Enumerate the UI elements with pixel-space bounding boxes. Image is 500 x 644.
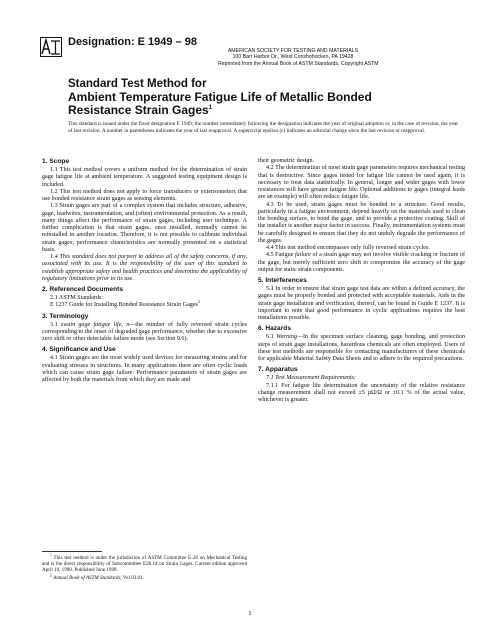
publisher-line: Reprinted from the Annual Book of ASTM Standards, Copyright ASTM [218,60,379,67]
issuance-note: This standard is issued under the fixed designation E 1949; the number immediately following the designation indicates the year of original adoption or, in the case of revision, the year of last revision. A number in parentheses indicates the year of last reapproval. A superscript epsilon (ε) indicates an editorial change since the last revision or reapproval. [68,121,458,134]
publisher-line: 100 Barr Harbor Dr., West Conshohocken, PA 19428 [232,54,354,61]
paragraph: 6.1 Warning—In the specimen surface cleaning, gage bonding, and protection steps of strain gage installations, hazardous chemicals are often employed. Users of these test methods are responsible for contacting manufacturers of these chemicals for applicable Material Safety Data Sheets and to adhere to the required precautions. [258,334,465,362]
footnote: $^1$ This test method is under the jurisdiction of ASTM Committee E-28 on Mechanical Testing and is the direct responsibility of Subcommittee E28.14 on Strain Gages. Current edition approved April 10, 1998. Published June 1998. [42,553,247,574]
section-heading: 5. Interferences [258,277,307,284]
paragraph: 1.4 This standard does not purport to address all of the safety concerns, if any, associated with its use. It is the responsibility of the user of this standard to establish appropriate safety and health practices and determine the applicability of regulatory limitations prior to its use. [42,254,247,282]
publisher-info [218,48,379,67]
paragraph: 1.1 This test method covers a uniform method for the determination of strain gage fatigue life at ambient temperature. A suggested testing equipment design is included. [42,167,247,188]
left-column [42,158,247,384]
paragraph: 2.1 ASTM Standards: [50,295,103,301]
right-column [258,158,465,404]
title-line-1: Standard Test Method for [68,78,207,90]
astm-logo-icon [40,37,62,57]
page-number: 1 [248,610,252,617]
section-heading: 7. Apparatus [258,366,298,374]
section-heading: 3. Terminology [42,312,89,320]
paragraph: 1.3 Strain gages are part of a complex system that includes structure, adhesive, gage, leadwires, instrumentation, and (often) environmental protection. As a result, many things affect the performance of strain gages, including user technique. A further complication is that strain gages, once installed, normally cannot be reinstalled in another location. Therefore, it is not possible to calibrate individual strain gages; performance characteristics are normally presented on a statistical basis. [42,203,247,253]
footnote: $^2$ Annual Book of ASTM Standards, Vol 03.01. [50,573,144,581]
title-line-2: Ambient Temperature Fatigue Life of Metallic Bonded Resistance Strain Gages$^1$ [68,90,372,117]
paragraph: 1.2 This test method does not apply to force transducers or extensometers that use bonded resistance strain gages as sensing elements. [42,188,247,202]
document-title [68,78,428,117]
paragraph: 4.2 The determination of most strain gage parameters requires mechanical testing that is destructive. Since gages tested for fatigue life cannot be used again, it is necessary to treat data statistically. In general, longer and wider gages with lower resistances will have greater fatigue life. Optional additions to gages (integral leads are an example) will often reduce fatigue life. [258,165,465,201]
paragraph: 4.3 To be used, strain gages must be bonded to a structure. Good results, particularly in a fatigue environment, depend heavily on the materials used to clean the bonding surface, to bond the gage, and to provide a protective coating. Skill of the installer is another major factor in success. Finally, instrumentation systems must be carefully designed to ensure that they do not unduly degrade the performance of the gages. [258,201,465,244]
section-heading: 2. Referenced Documents [42,286,123,293]
footnotes [42,551,247,582]
designation: Designation: E 1949 – 98 [68,36,197,48]
paragraph: 4.4 This test method encompasses only fully reversed strain cycles. [266,245,430,251]
paragraph: their geometric design. [258,158,315,164]
paragraph: 5.1 In order to ensure that strain gage test data are within a defined accuracy, the gages must be properly bonded and protected with acceptable materials. Aids in the strain gage installation and verification, thereof, can be found in Guide E 1237. It is important to note that good performance in cyclic applications requires the best installations possible. [258,286,465,321]
paragraph: 3.1 swain gage fatigue life, n—the number of fully reversed strain cycles corresponding to the onset of degraded gage performance, whether due to excessive zero shift or other detectable failure mode (see Section 9.6). [42,321,248,343]
section-heading: 6. Hazards [258,325,291,333]
publisher-line: AMERICAN SOCIETY FOR TESTING AND MATERIALS [227,48,359,54]
paragraph: 7.1.1 For fatigue life determination the uncertainty of the relative resistance change measurement shall not exceed ±5 µΩ/Ω or ±0.1 % of the actual value, whichever is greater. [258,382,465,403]
footnote-rule [42,551,102,552]
section-heading: 1. Scope [42,158,70,165]
footnote-mark: 1 [208,105,213,111]
reference-item: E 1237 Guide for Installing Bonded Resistance Strain Gages$^2$ [50,299,200,309]
paragraph: 7.1 Test Measurement Requirements: [266,375,357,382]
paragraph: 4.1 Strain gages are the most widely used devices for measuring strains and for evaluating stresses in structures. In many applications there are often cyclic loads which can cause strain gage failure. Performance parameters of strain gages are affected by both the materials from which they are made and [42,355,247,384]
section-heading: 4. Significance and Use [42,346,116,354]
paragraph: 4.5 Fatigue failure of a strain gage may not involve visible cracking or fracture of the gage, but merely sufficient zero shift to compromise the accuracy of the gage output for static strain components. [258,252,465,273]
